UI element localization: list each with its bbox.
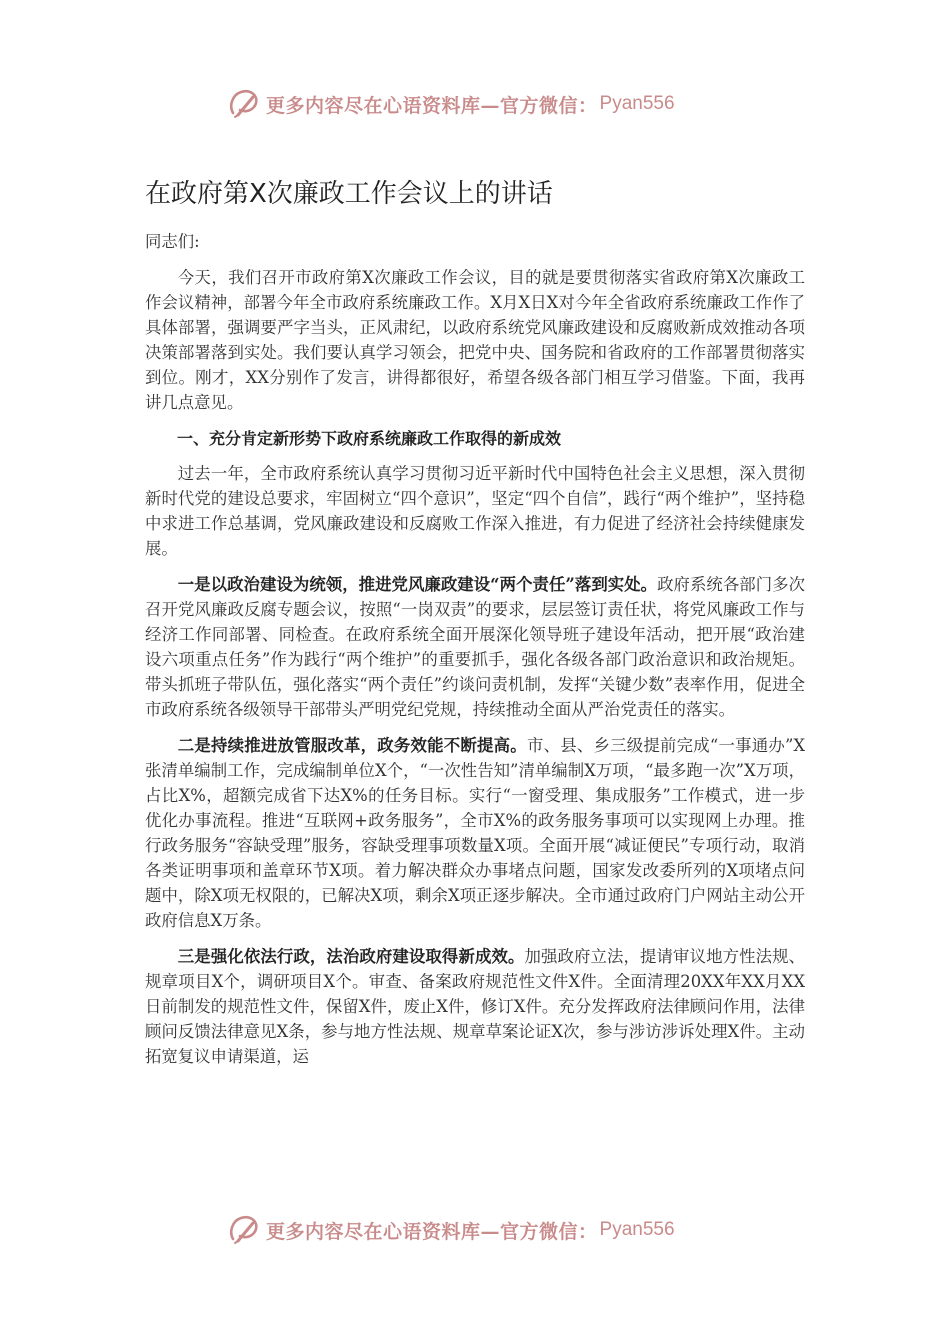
pen-swirl-logo-icon bbox=[226, 1212, 262, 1248]
salutation: 同志们: bbox=[145, 232, 200, 251]
point-two-body: 市、县、乡三级提前完成“一事通办”X张清单编制工作，完成编制单位X个，“一次性告知”清单编制X万项，“最多跑一次”X万项，占比X%，超额完成省下达X%的任务目标。实行“一窗受理、集成服务”工作模式，进一步优化办事流程。推进“互联网+政务服务”，全市X%的政务服务事项可以实现网上办理。推行政务服务“容缺受理”服务，容缺受理事项数量X项。全面开展“减证便民”专项行动，取消各类证明事项和盖章环节X项。着力解决群众办事堵点问题，国家发改委所列的X项堵点问题中，除X项无权限的，已解决X项，剩余X项正逐步解决。全市通过政府门户网站主动公开政府信息X万条。 bbox=[145, 736, 806, 930]
point-three-body: 加强政府立法，提请审议地方性法规、规章项目X个，调研项目X个。审查、备案政府规范性文件X件。全面清理20XX年XX月XX日前制发的规范性文件，保留X件，废止X件，修订X件。充分发挥政府法律顾问作用，法律顾问反馈法律意见X条，参与地方性法规、规章草案论证X次，参与涉访涉诉处理X件。主动拓宽复议申请渠道，运 bbox=[145, 947, 806, 1066]
watermark-handle: Pyan556 bbox=[599, 1219, 675, 1240]
pen-swirl-logo-icon bbox=[226, 86, 262, 122]
document-title: 在政府第X次廉政工作会议上的讲话 bbox=[145, 179, 553, 209]
watermark-header bbox=[226, 86, 675, 122]
intro-paragraph: 今天，我们召开市政府第X次廉政工作会议，目的就是要贯彻落实省政府第X次廉政工作会议精神，部署今年全市政府系统廉政工作。X月X日X对今年全省政府系统廉政工作作了具体部署，强调要严字当头，正风肃纪，以政府系统党风廉政建设和反腐败新成效推动各项决策部署落到实处。我们要认真学习领会，把党中央、国务院和省政府的工作部署贯彻落实到位。刚才，XX分别作了发言，讲得都很好，希望各级各部门相互学习借鉴。下面，我再讲几点意见。 bbox=[145, 268, 805, 412]
watermark-handle: Pyan556 bbox=[599, 93, 675, 114]
watermark-footer bbox=[226, 1212, 675, 1248]
point-three-lead: 三是强化依法行政，法治政府建设取得新成效。 bbox=[177, 947, 525, 966]
section-heading: 一、充分肯定新形势下政府系统廉政工作取得的新成效 bbox=[177, 429, 562, 448]
point-one-body: 政府系统各部门多次召开党风廉政反腐专题会议，按照“一岗双责”的要求，层层签订责任状，将党风廉政工作与经济工作同部署、同检查。在政府系统全面开展深化领导班子建设年活动，把开展“政治建设六项重点任务”作为践行“两个维护”的重要抓手，强化各级各部门政治意识和政治规矩。带头抓班子带队伍，强化落实“两个责任”约谈问责机制，发挥“关键少数”表率作用，促进全市政府系统各级领导干部带头严明党纪党规，持续推动全面从严治党责任的落实。 bbox=[145, 575, 806, 719]
point-one-lead: 一是以政治建设为统领，推进党风廉政建设“两个责任”落到实处。 bbox=[177, 575, 658, 594]
point-three-paragraph bbox=[145, 944, 805, 1069]
point-two-paragraph bbox=[145, 733, 805, 933]
point-two-lead: 二是持续推进放管服改革，政务效能不断提高。 bbox=[177, 736, 527, 755]
watermark-text: 更多内容尽在心语资料库—官方微信： bbox=[266, 94, 598, 117]
watermark-text: 更多内容尽在心语资料库—官方微信： bbox=[266, 1220, 598, 1243]
section-intro-paragraph: 过去一年，全市政府系统认真学习贯彻习近平新时代中国特色社会主义思想，深入贯彻新时代党的建设总要求，牢固树立“四个意识”，坚定“四个自信”，践行“两个维护”，坚持稳中求进工作总基调，党风廉政建设和反腐败工作深入推进，有力促进了经济社会持续健康发展。 bbox=[145, 464, 805, 558]
document-body bbox=[145, 229, 805, 1080]
point-one-paragraph bbox=[145, 572, 805, 722]
